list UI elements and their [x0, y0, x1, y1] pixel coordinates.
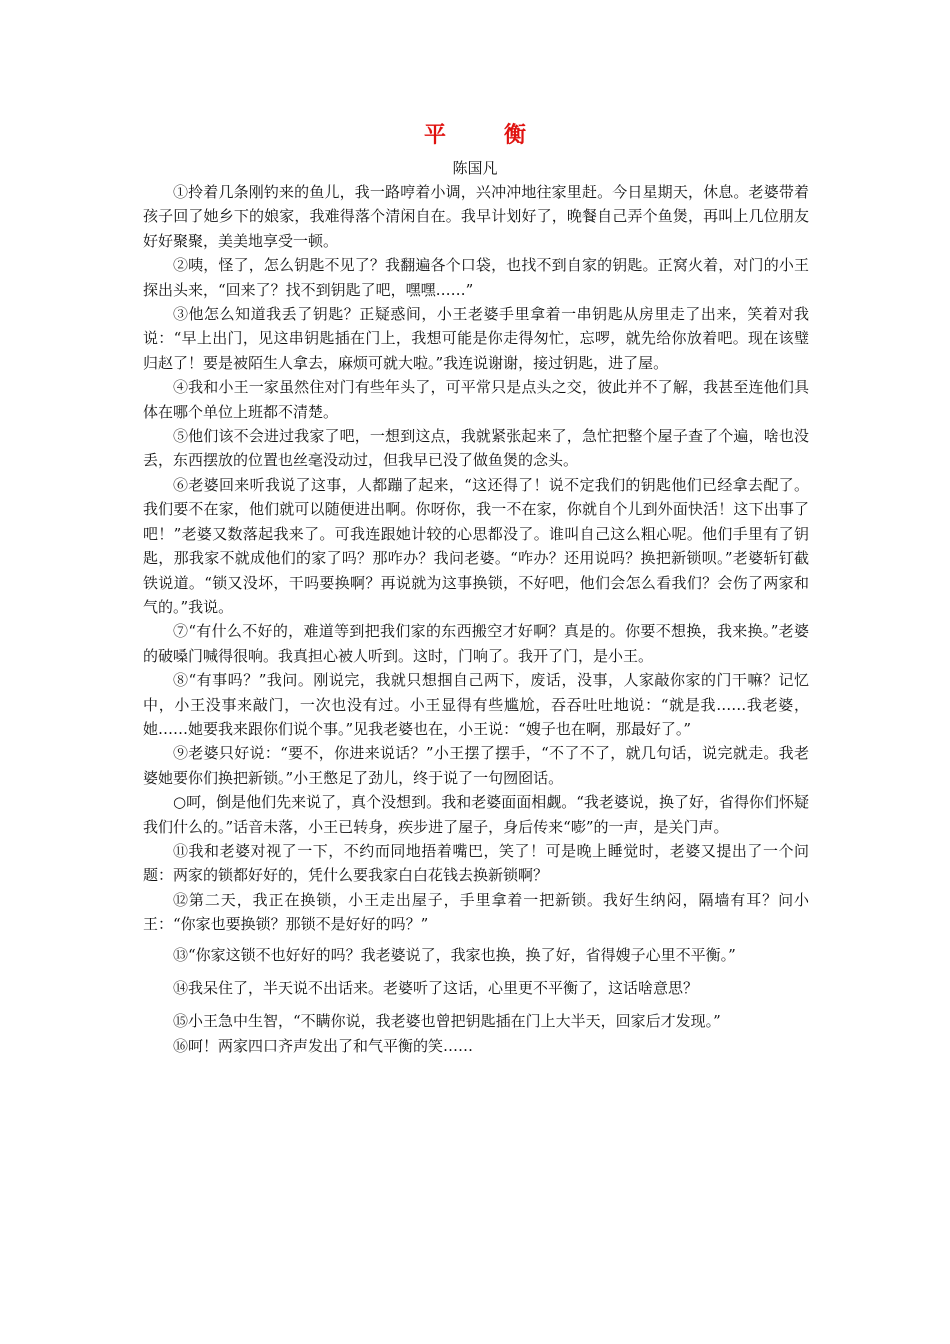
paragraph-4: ④我和小王一家虽然住对门有些年头了，可平常只是点头之交，彼此并不了解，我甚至连他们具体在哪个单位上班都不清楚。 — [143, 378, 809, 421]
paragraph-6: ⑥老婆回来听我说了这事，人都蹦了起来，“这还得了！说不定我们的钥匙他们已经拿去配了。我们要不在家，他们就可以随便进出啊。你呀你，我一不在家，你就自个儿到外面快活！这下出事了吧！”老婆又数落起我来了。可我连跟她计较的心思都没了。谁叫自己这么粗心呢。他们手里有了钥匙，那我家不就成他们的家了吗？那咋办？我问老婆。“咋办？还用说吗？换把新锁呗。”老婆斩钉截铁说道。“锁又没坏，干吗要换啊？再说就为这事换锁，不好吧，他们会怎么看我们？会伤了两家和气的。”我说。 — [143, 475, 809, 616]
paragraph-2: ②咦，怪了，怎么钥匙不见了？我翻遍各个口袋，也找不到自家的钥匙。正窝火着，对门的小王探出头来，“回来了？找不到钥匙了吧，嘿嘿……” — [143, 256, 809, 299]
paragraph-5: ⑤他们该不会进过我家了吧，一想到这点，我就紧张起来了，急忙把整个屋子查了个遍，啥也没丢，东西摆放的位置也丝毫没动过，但我早已没了做鱼煲的念头。 — [143, 427, 809, 470]
paragraph-12: ⑫第二天，我正在换锁，小王走出屋子，手里拿着一把新锁。我好生纳闷，隔墙有耳？问小王：“你家也要换锁？那锁不是好好的吗？” — [143, 890, 809, 934]
paragraph-9: ⑨老婆只好说：“要不，你进来说话？”小王摆了摆手，“不了不了，就几句话，说完就走。我老婆她要你们换把新锁。”小王憋足了劲儿，终于说了一句囫囵话。 — [143, 744, 809, 787]
paragraph-16: ⑯呵！两家四口齐声发出了和气平衡的笑…… — [173, 1036, 474, 1055]
paragraph-15: ⑮小王急中生智，“不瞒你说，我老婆也曾把钥匙插在门上大半天，回家后才发现。” — [173, 1012, 721, 1031]
paragraph-13: ⑬“你家这锁不也好好的吗？我老婆说了，我家也换，换了好，省得嫂子心里不平衡。” — [173, 945, 736, 964]
paragraph-3: ③他怎么知道我丢了钥匙？正疑惑间，小王老婆手里拿着一串钥匙从房里走了出来，笑着对我说：“早上出门，见这串钥匙插在门上，我想可能是你走得匆忙，忘啰，就先给你放着吧。现在该璧归赵了！要是被陌生人拿去，麻烦可就大啦。”我连说谢谢，接过钥匙，进了屋。 — [143, 305, 809, 372]
paragraph-11: ⑪我和老婆对视了一下，不约而同地捂着嘴巴，笑了！可是晚上睡觉时，老婆又提出了一个问题：两家的锁都好好的，凭什么要我家白白花钱去换新锁啊？ — [143, 841, 809, 885]
article-author: 陈国凡 — [452, 159, 498, 177]
paragraph-1: ①拎着几条刚钓来的鱼儿，我一路哼着小调，兴冲冲地往家里赶。今日星期天，休息。老婆带着孩子回了她乡下的娘家，我难得落个清闲自在。我早计划好了，晚餐自己弄个鱼煲，再叫上几位朋友好好聚聚，美美地享受一顿。 — [143, 183, 809, 250]
paragraph-8: ⑧“有事吗？”我问。刚说完，我就只想掴自己两下，废话，没事，人家敲你家的门干嘛？记忆中，小王没事来敲门，一次也没有过。小王显得有些尴尬，吞吞吐吐地说：“就是我……我老婆，她……她要我来跟你们说个事。”见我老婆也在，小王说：“嫂子也在啊，那最好了。” — [143, 671, 809, 738]
paragraph-14: ⑭我呆住了，半天说不出话来。老婆听了这话，心里更不平衡了，这话啥意思？ — [173, 979, 699, 997]
paragraph-7: ⑦“有什么不好的，难道等到把我们家的东西搬空才好啊？真是的。你要不想换，我来换。”老婆的破嗓门喊得很响。我真担心被人听到。这时，门响了。我开了门，是小王。 — [143, 622, 809, 665]
paragraph-10: ○呵，倒是他们先来说了，真个没想到。我和老婆面面相觑。“我老婆说，换了好，省得你们怀疑我们什么的。”话音未落，小王已转身，疾步进了屋子，身后传来“嘭”的一声，是关门声。 — [143, 793, 809, 836]
article-title: 平 衡 — [423, 122, 544, 148]
article-body — [143, 180, 809, 1058]
